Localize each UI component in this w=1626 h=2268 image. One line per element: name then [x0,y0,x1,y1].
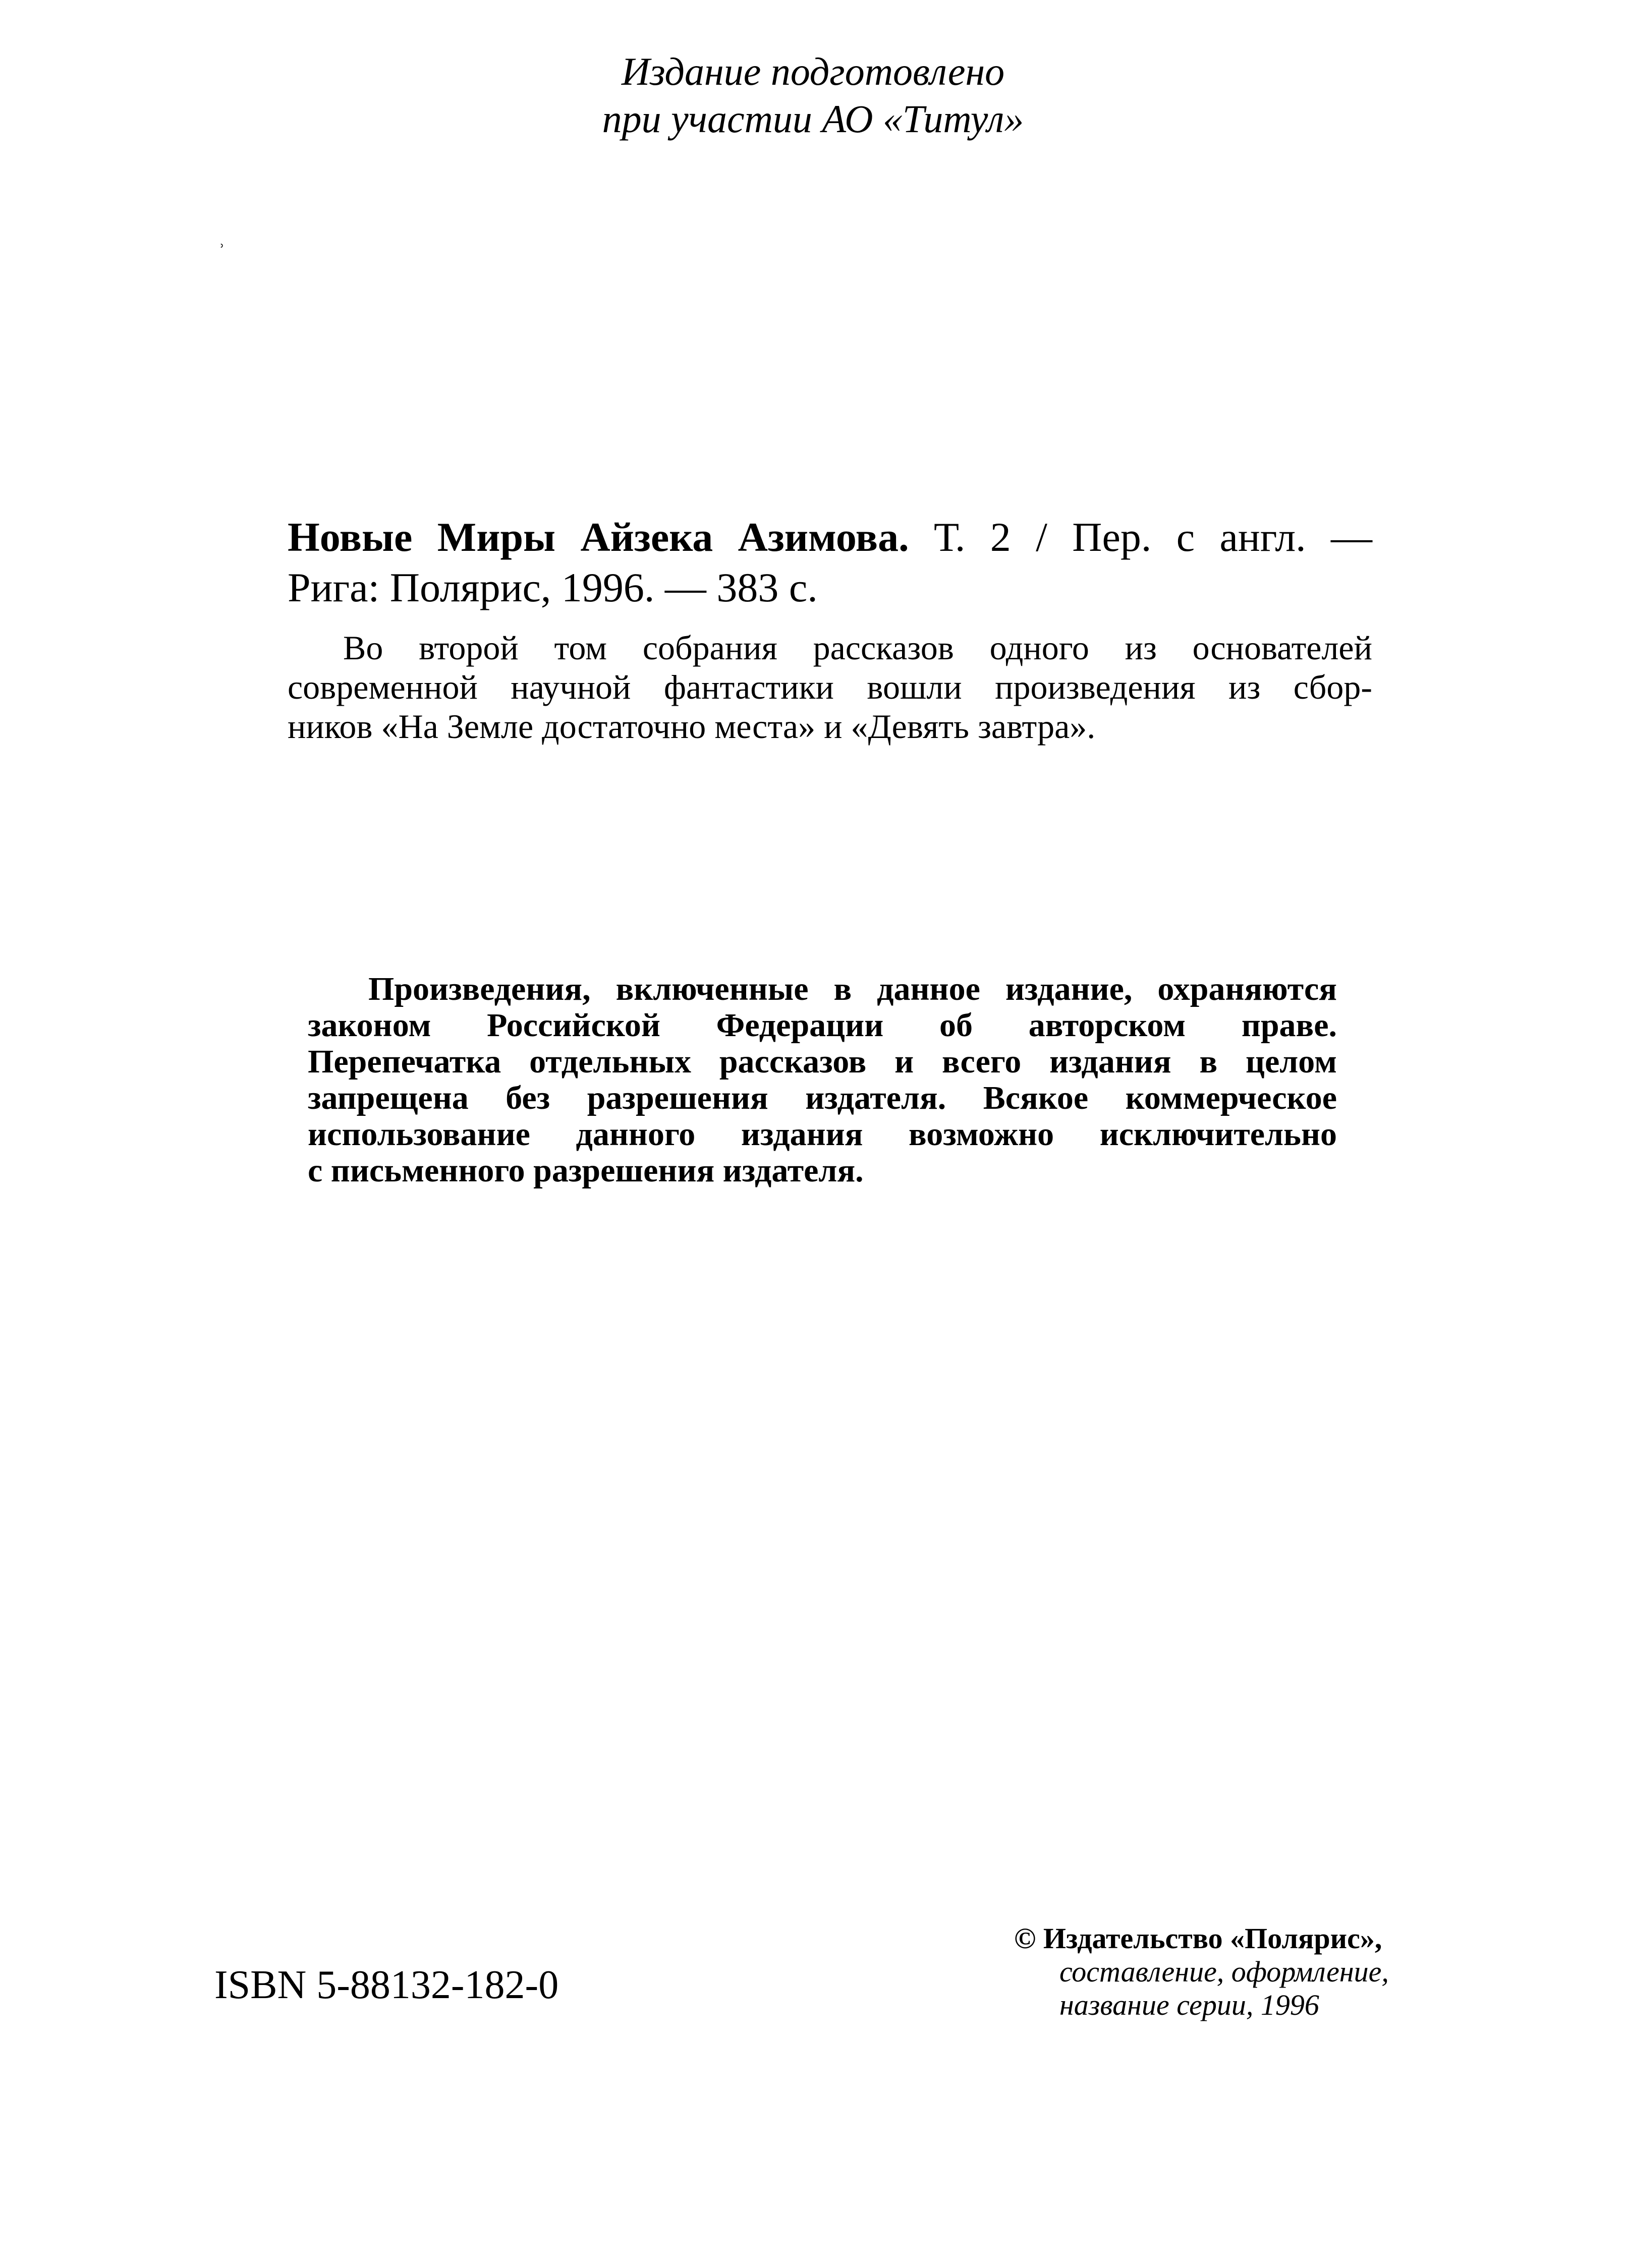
edition-note-line-1: Издание подготовлено [621,49,1005,93]
bibliographic-line-2: Рига: Полярис, 1996. — 383 с. [288,564,818,610]
copyright-block [1014,1922,1389,2022]
copyright-line-2: составление, оформление, [1059,1955,1389,1988]
rights-line: запрещена без разрешения издателя. Всякое коммерческое [308,1080,1337,1116]
rights-notice [308,971,1337,1189]
rights-line: законом Российской Федерации об авторском праве. [308,1007,1337,1044]
isbn: ISBN 5-88132-182-0 [214,1963,559,2007]
annotation-line: ников «На Земле достаточно места» и «Девять завтра». [288,707,1096,746]
copyright-line-1 [1014,1922,1389,1955]
bibliographic-record [288,512,1372,746]
rights-line: Перепечатка отдельных рассказов и всего издания в целом [308,1043,1337,1080]
annotation [288,628,1372,746]
annotation-line: Во второй том собрания рассказов одного из основателей [343,629,1372,667]
edition-note [0,48,1626,143]
copyright-icon: © [1014,1922,1036,1955]
annotation-line: современной научной фантастики вошли произведения из сбор- [288,668,1372,706]
rights-line: использование данного издания возможно исключительно [308,1116,1337,1153]
rights-line: Произведения, включенные в данное издание, охраняются [368,971,1337,1007]
book-title: Новые Миры Айзека Азимова. [288,514,909,560]
edition-note-line-2: при участии АО «Титул» [602,97,1024,141]
rights-line: с письменного разрешения издателя. [308,1152,864,1189]
copyright-line-3: название серии, 1996 [1059,1989,1319,2021]
copyright-holder: Издательство «Полярис», [1043,1922,1382,1955]
stray-mark: ˒ [218,231,226,253]
bibliographic-line-1 [288,512,1372,562]
bibliographic-line-1-rest: Т. 2 / Пер. с англ. — [933,514,1373,560]
